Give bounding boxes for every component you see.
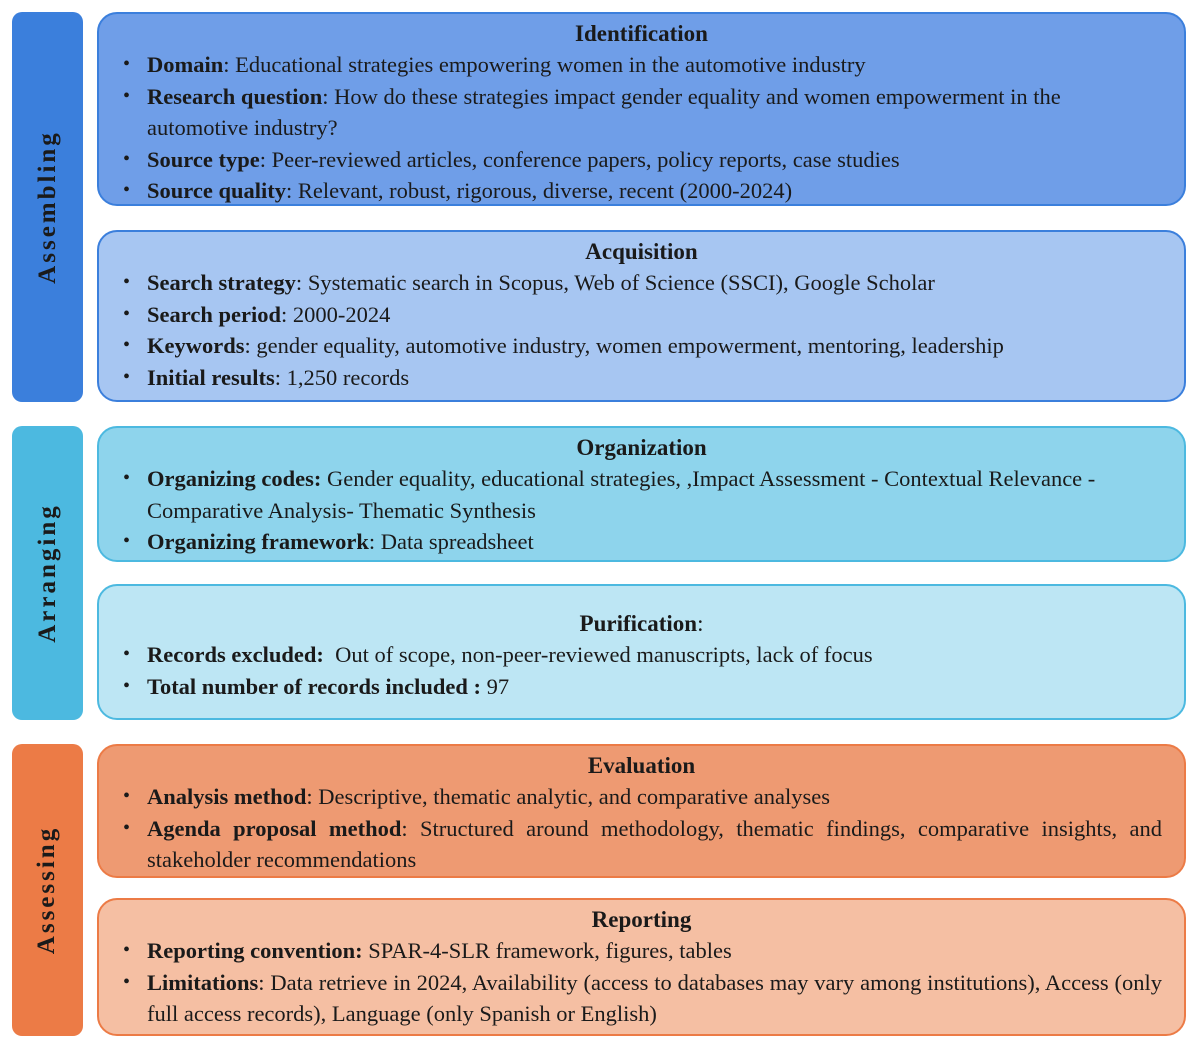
item-label: Agenda proposal method	[147, 815, 402, 841]
stage-arranging	[12, 426, 83, 720]
item-separator	[324, 642, 335, 667]
item-separator: :	[295, 270, 308, 295]
item-text: Relevant, robust, rigorous, diverse, recent (2000-2024)	[297, 178, 793, 203]
purification-list	[121, 639, 1162, 702]
acquisition-list	[121, 267, 1162, 393]
item-label: Research question	[147, 83, 323, 109]
list-item	[121, 267, 1162, 299]
item-label: Reporting convention:	[147, 938, 363, 963]
item-separator: :	[306, 784, 319, 809]
list-item	[121, 299, 1162, 331]
list-item	[121, 362, 1162, 394]
purification-box	[97, 584, 1186, 720]
item-text: Data spreadsheet	[380, 529, 534, 554]
item-label: Search strategy	[147, 270, 296, 295]
item-label: Total number of records included :	[147, 673, 481, 699]
list-item	[121, 967, 1162, 1030]
item-separator: :	[280, 301, 293, 327]
item-label: Analysis method	[147, 784, 307, 809]
list-item	[121, 781, 1162, 813]
stage-assembling	[12, 12, 83, 402]
organization-box	[97, 426, 1186, 562]
stage-assembling-label: Assembling	[33, 130, 61, 284]
list-item	[121, 175, 1162, 207]
acquisition-title: Acquisition	[585, 239, 698, 264]
list-item	[121, 144, 1162, 176]
item-label: Keywords	[147, 333, 245, 358]
item-separator: :	[258, 969, 271, 995]
reporting-list	[121, 935, 1162, 1030]
item-text: Gender equality, educational strategies, ,Impact Assessment - Contextual Relevance - Comparative Analysis- Thematic Synthesis	[147, 466, 1096, 523]
item-label: Domain	[147, 52, 224, 77]
acquisition-box	[97, 230, 1186, 402]
item-text: Out of scope, non-peer-reviewed manuscripts, lack of focus	[335, 642, 873, 667]
item-label: Initial results	[147, 364, 275, 390]
item-text: How do these strategies impact gender equality and women empowerment in the automotive industry?	[147, 83, 1061, 140]
item-text: Educational strategies empowering women in the automotive industry	[235, 52, 866, 77]
reporting-title: Reporting	[591, 907, 692, 932]
item-separator: :	[259, 146, 272, 172]
list-item	[121, 639, 1162, 671]
stage-assessing-label: Assessing	[33, 825, 61, 955]
item-text: SPAR-4-SLR framework, figures, tables	[368, 938, 732, 963]
item-separator: :	[285, 178, 298, 203]
list-item	[121, 463, 1162, 526]
list-item	[121, 526, 1162, 558]
item-label: Search period	[147, 301, 281, 327]
list-item	[121, 671, 1162, 703]
purification-title-suffix: :	[697, 611, 704, 636]
item-text: 1,250 records	[286, 364, 410, 390]
reporting-box	[97, 898, 1186, 1036]
item-label: Source quality	[147, 178, 286, 203]
item-label: Source type	[147, 146, 260, 172]
item-label: Limitations	[147, 969, 259, 995]
item-text: 2000-2024	[292, 301, 391, 327]
item-separator: :	[322, 83, 335, 109]
purification-heading	[121, 608, 1162, 639]
item-text: Peer-reviewed articles, conference papers, policy reports, case studies	[271, 146, 900, 172]
item-label: Organizing codes:	[147, 466, 322, 491]
purification-title: Purification	[579, 611, 698, 636]
organization-title: Organization	[576, 435, 707, 460]
item-label: Records excluded:	[147, 642, 324, 667]
item-text: 97	[486, 673, 510, 699]
item-text: Data retrieve in 2024, Availability (access to databases may vary among institutions), Access (only full access records), Language (only Spanish or English)	[147, 969, 1162, 1026]
identification-title: Identification	[575, 21, 708, 46]
list-item	[121, 330, 1162, 362]
evaluation-title: Evaluation	[587, 753, 696, 778]
identification-box	[97, 12, 1186, 206]
list-item	[121, 813, 1162, 876]
identification-list	[121, 49, 1162, 207]
list-item	[121, 49, 1162, 81]
item-text: gender equality, automotive industry, women empowerment, mentoring, leadership	[256, 333, 1004, 358]
item-separator: :	[401, 815, 421, 841]
stage-arranging-label: Arranging	[33, 503, 61, 643]
evaluation-box	[97, 744, 1186, 878]
stage-assessing	[12, 744, 83, 1036]
list-item	[121, 81, 1162, 144]
item-text: Descriptive, thematic analytic, and comparative analyses	[318, 784, 830, 809]
item-separator: :	[223, 52, 236, 77]
item-text: Systematic search in Scopus, Web of Science (SSCI), Google Scholar	[307, 270, 935, 295]
item-label: Organizing framework	[147, 529, 369, 554]
item-text: Structured around methodology, thematic findings, comparative insights, and stakeholder recommendations	[147, 815, 1162, 872]
evaluation-list	[121, 781, 1162, 876]
organization-list	[121, 463, 1162, 558]
item-separator: :	[244, 333, 257, 358]
list-item	[121, 935, 1162, 967]
item-separator: :	[368, 529, 381, 554]
item-separator: :	[274, 364, 287, 390]
